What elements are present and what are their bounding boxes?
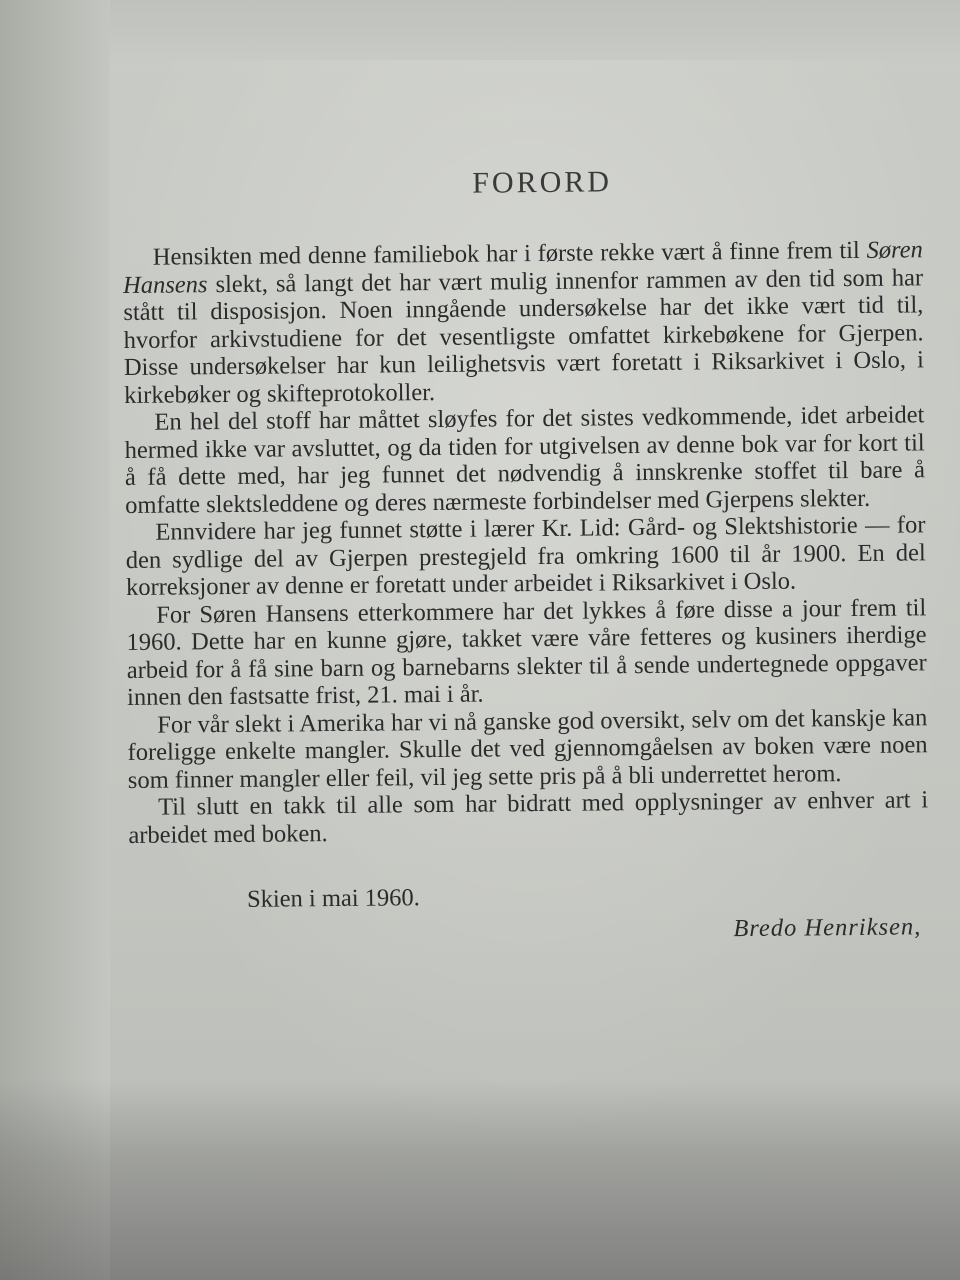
hand-shadow — [0, 1080, 960, 1280]
previous-page-edge — [0, 0, 960, 60]
paragraph-1 — [123, 236, 925, 409]
paragraph-1-text-start: Hensikten med denne familiebok har i første rekke vært å finne frem til — [152, 236, 867, 271]
paragraph-4: For Søren Hansens etterkommere har det lykkes å føre disse a jour frem til 1960. Dette har en kunne gjøre, takket være våre fetteres og kusiners iherdige arbeid for å få sine barn og barnebarns slekter til å sende undertegnede oppgaver innen den fastsatte frist, 21. mai i år. — [126, 593, 927, 711]
place-date: Skien i mai 1960. — [246, 884, 420, 913]
paragraph-1-emphasis: Søren Hansens — [122, 236, 923, 299]
paragraph-2: En hel del stoff har måttet sløyfes for det sistes vedkommende, idet arbeidet hermed ikke var avsluttet, og da tiden for utgivelsen av denne bok var for kort til å få dette med, har jeg funnet det nødvendig å innskrenke stoffet til bare å omfatte slektsleddene og deres nærmeste forbindelser med Gjerpens slekter. — [124, 401, 926, 519]
preface-text-block — [122, 162, 929, 949]
paragraph-6: Til slutt en takk til alle som har bidratt med opplysninger av enhver art i arbeidet med boken. — [128, 786, 929, 849]
signature: Bredo Henriksen, — [733, 913, 922, 943]
page-title: FORORD — [472, 165, 613, 200]
paragraph-3: Ennvidere har jeg funnet støtte i lærer Kr. Lid: Gård- og Slektshistorie — for den sydlige del av Gjerpen prestegjeld fra omkring 1600 til år 1900. En del korreksjoner av denne er foretatt under arbeidet i Riksarkivet i Oslo. — [125, 511, 926, 601]
paragraph-1-text-end: slekt, så langt det har vært mulig innenfor rammen av den tid som har stått til disposisjon. Noen inngående undersøkelse har det ikke vært tid til, hvorfor arkivstudiene for det vesentligste omfattet kirkebøkene for Gjerpen. Disse undersøkelser har kun leilighetsvis vært foretatt i Riksarkivet i Oslo, i kirkebøker og skifteprotokoller. — [123, 263, 924, 409]
paragraph-5: For vår slekt i Amerika har vi nå ganske god oversikt, selv om det kanskje kan foreligge enkelte mangler. Skulle det ved gjennomgåelsen av boken være noen som finner mangler eller feil, vil jeg sette pris på å bli underrettet herom. — [127, 703, 928, 794]
